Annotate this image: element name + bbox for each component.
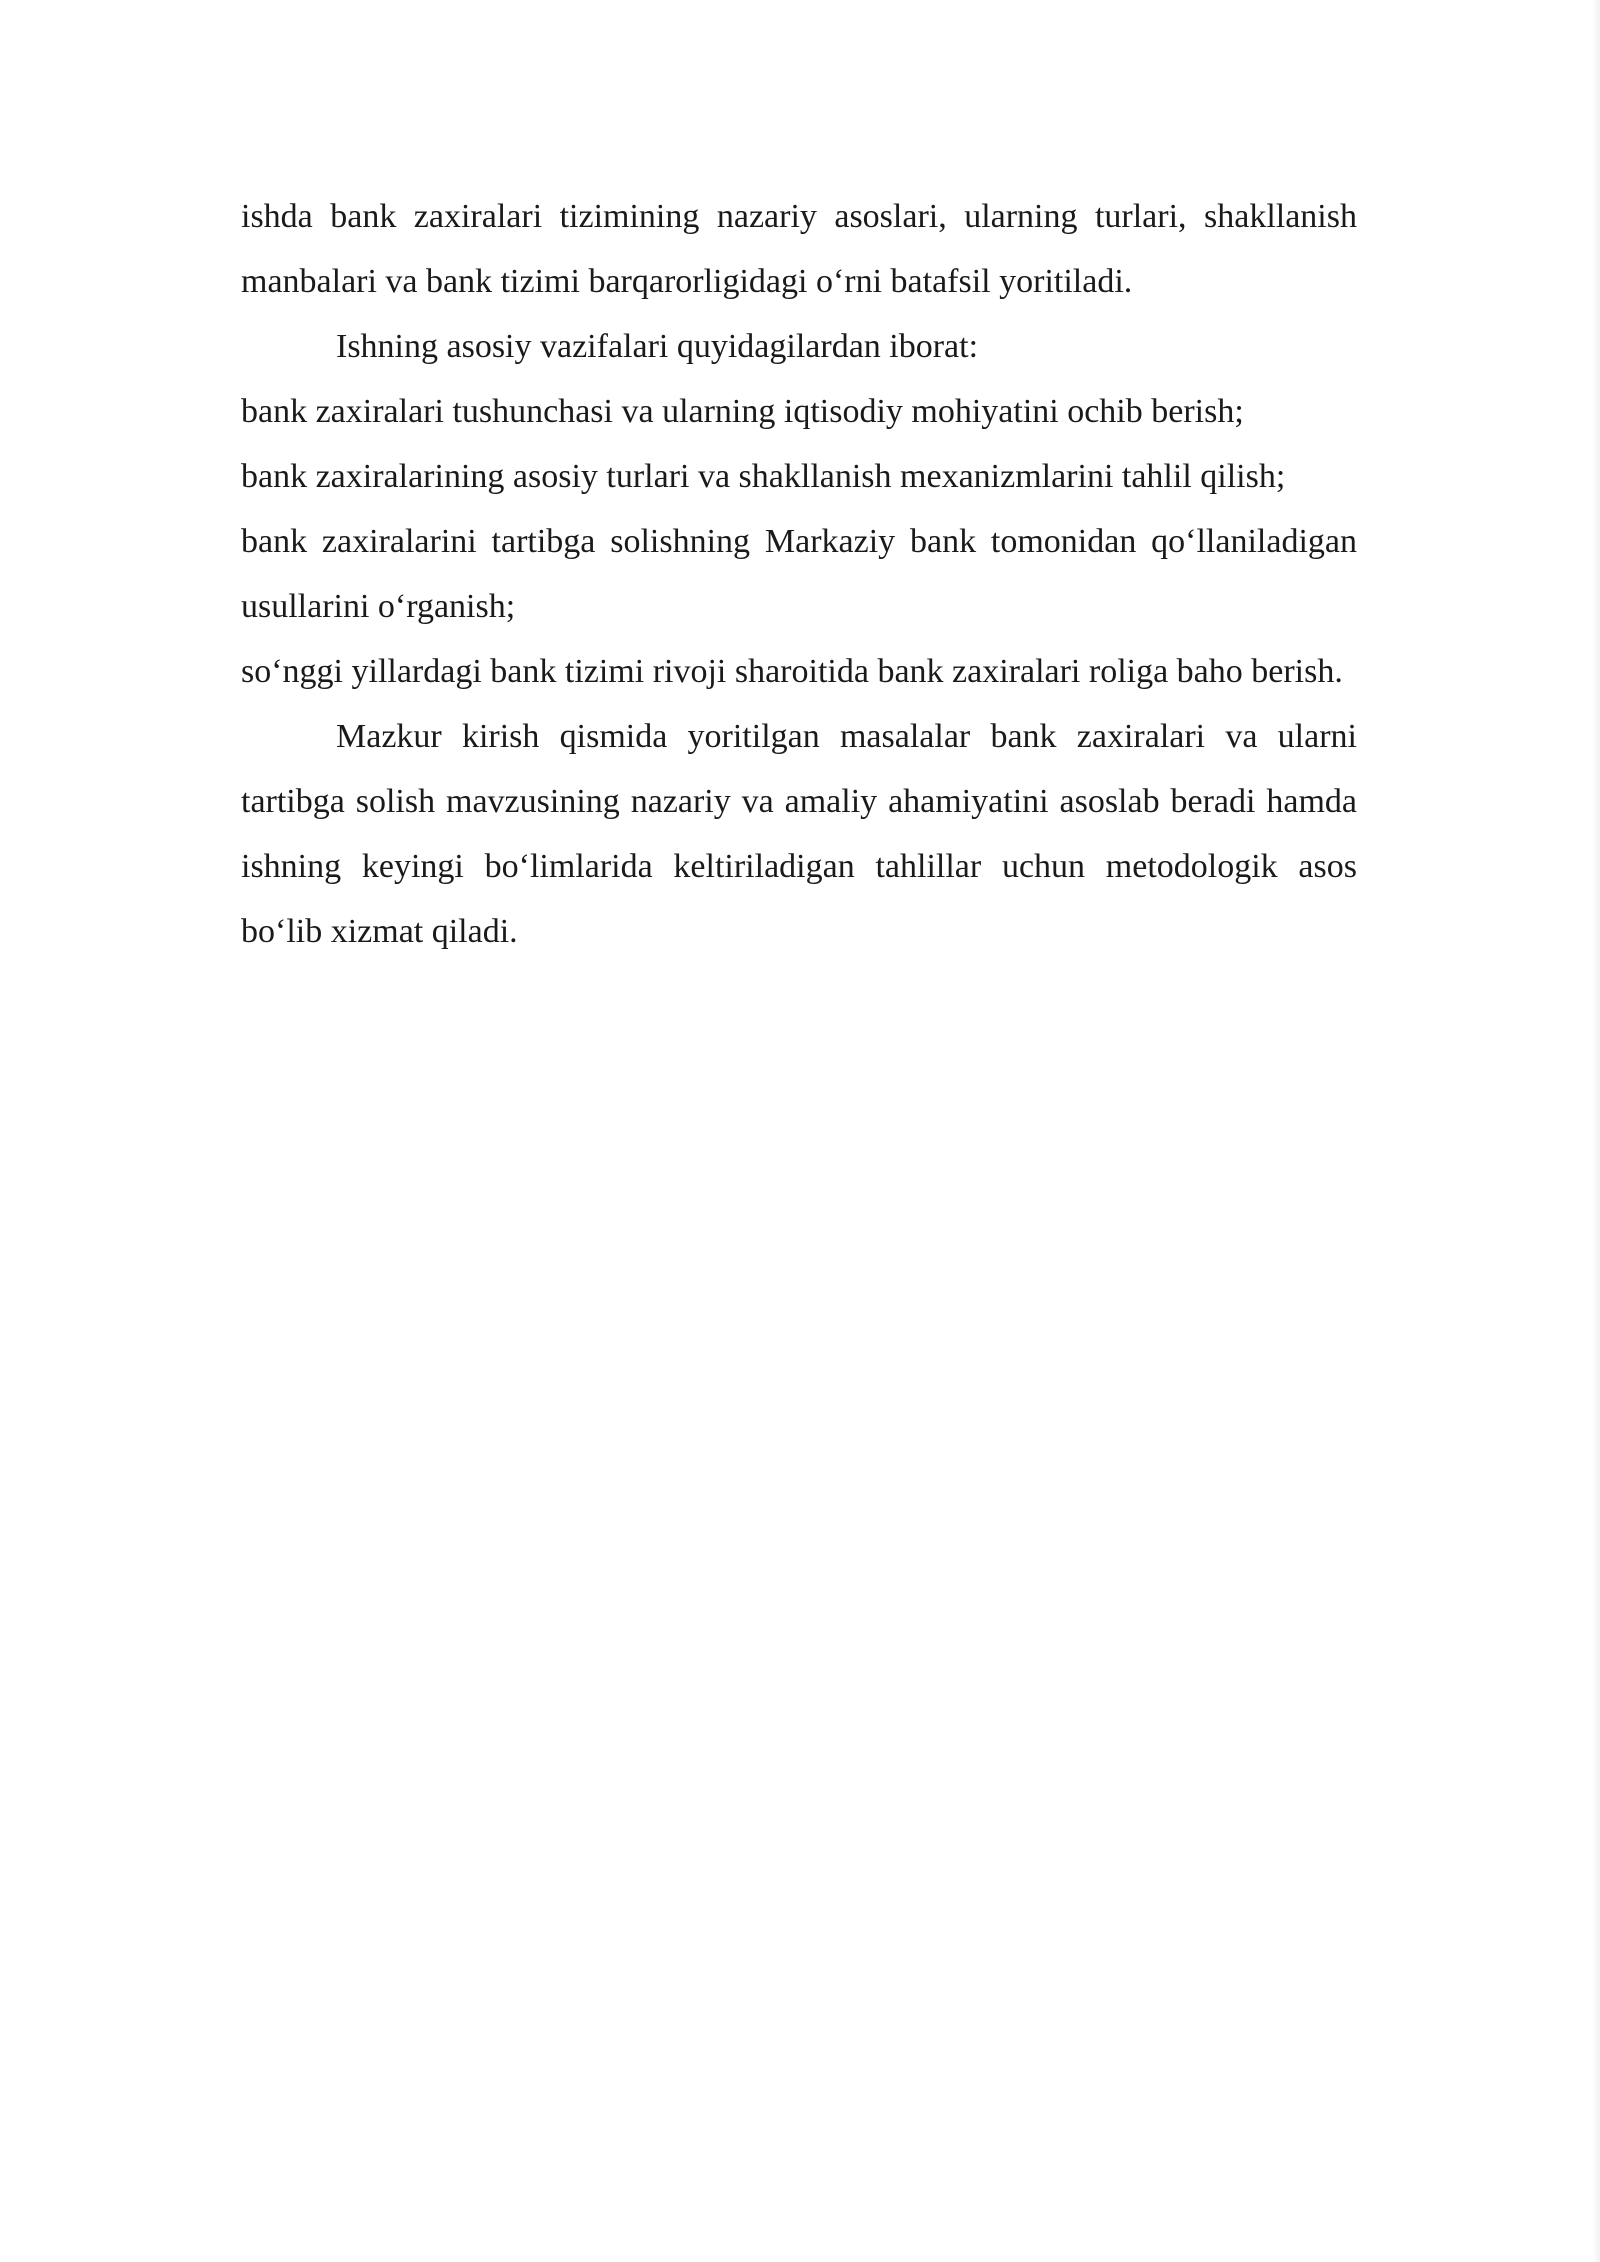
list-item-task-2: bank zaxiralarining asosiy turlari va shakllanish mexanizmlarini tahlil qilish; — [241, 458, 1286, 495]
paragraph-intro-continuation: ishda bank zaxiralari tizimining nazariy asoslari, ularning turlari, shakllanish manbalari va bank tizimi barqarorligidagi o‘rni batafsil yoritiladi. — [241, 198, 1357, 300]
paragraph-tasks-heading: Ishning asosiy vazifalari quyidagilardan iborat: — [336, 328, 979, 365]
list-item-task-1: bank zaxiralari tushunchasi va ularning iqtisodiy mohiyatini ochib berish; — [241, 393, 1244, 430]
body-text — [241, 184, 1357, 964]
list-item-task-4: so‘nggi yillardagi bank tizimi rivoji sharoitida bank zaxiralari roliga baho berish. — [241, 653, 1343, 690]
paragraph-conclusion: Mazkur kirish qismida yoritilgan masalalar bank zaxiralari va ularni tartibga solish mavzusining nazariy va amaliy ahamiyatini asoslab beradi hamda ishning keyingi bo‘limlarida keltiriladigan tahlillar uchun metodologik asos bo‘lib xizmat qiladi. — [241, 718, 1357, 950]
page-edge-shadow — [1592, 0, 1600, 2262]
list-item-task-3: bank zaxiralarini tartibga solishning Markaziy bank tomonidan qo‘llaniladigan usullarini o‘rganish; — [241, 523, 1357, 625]
